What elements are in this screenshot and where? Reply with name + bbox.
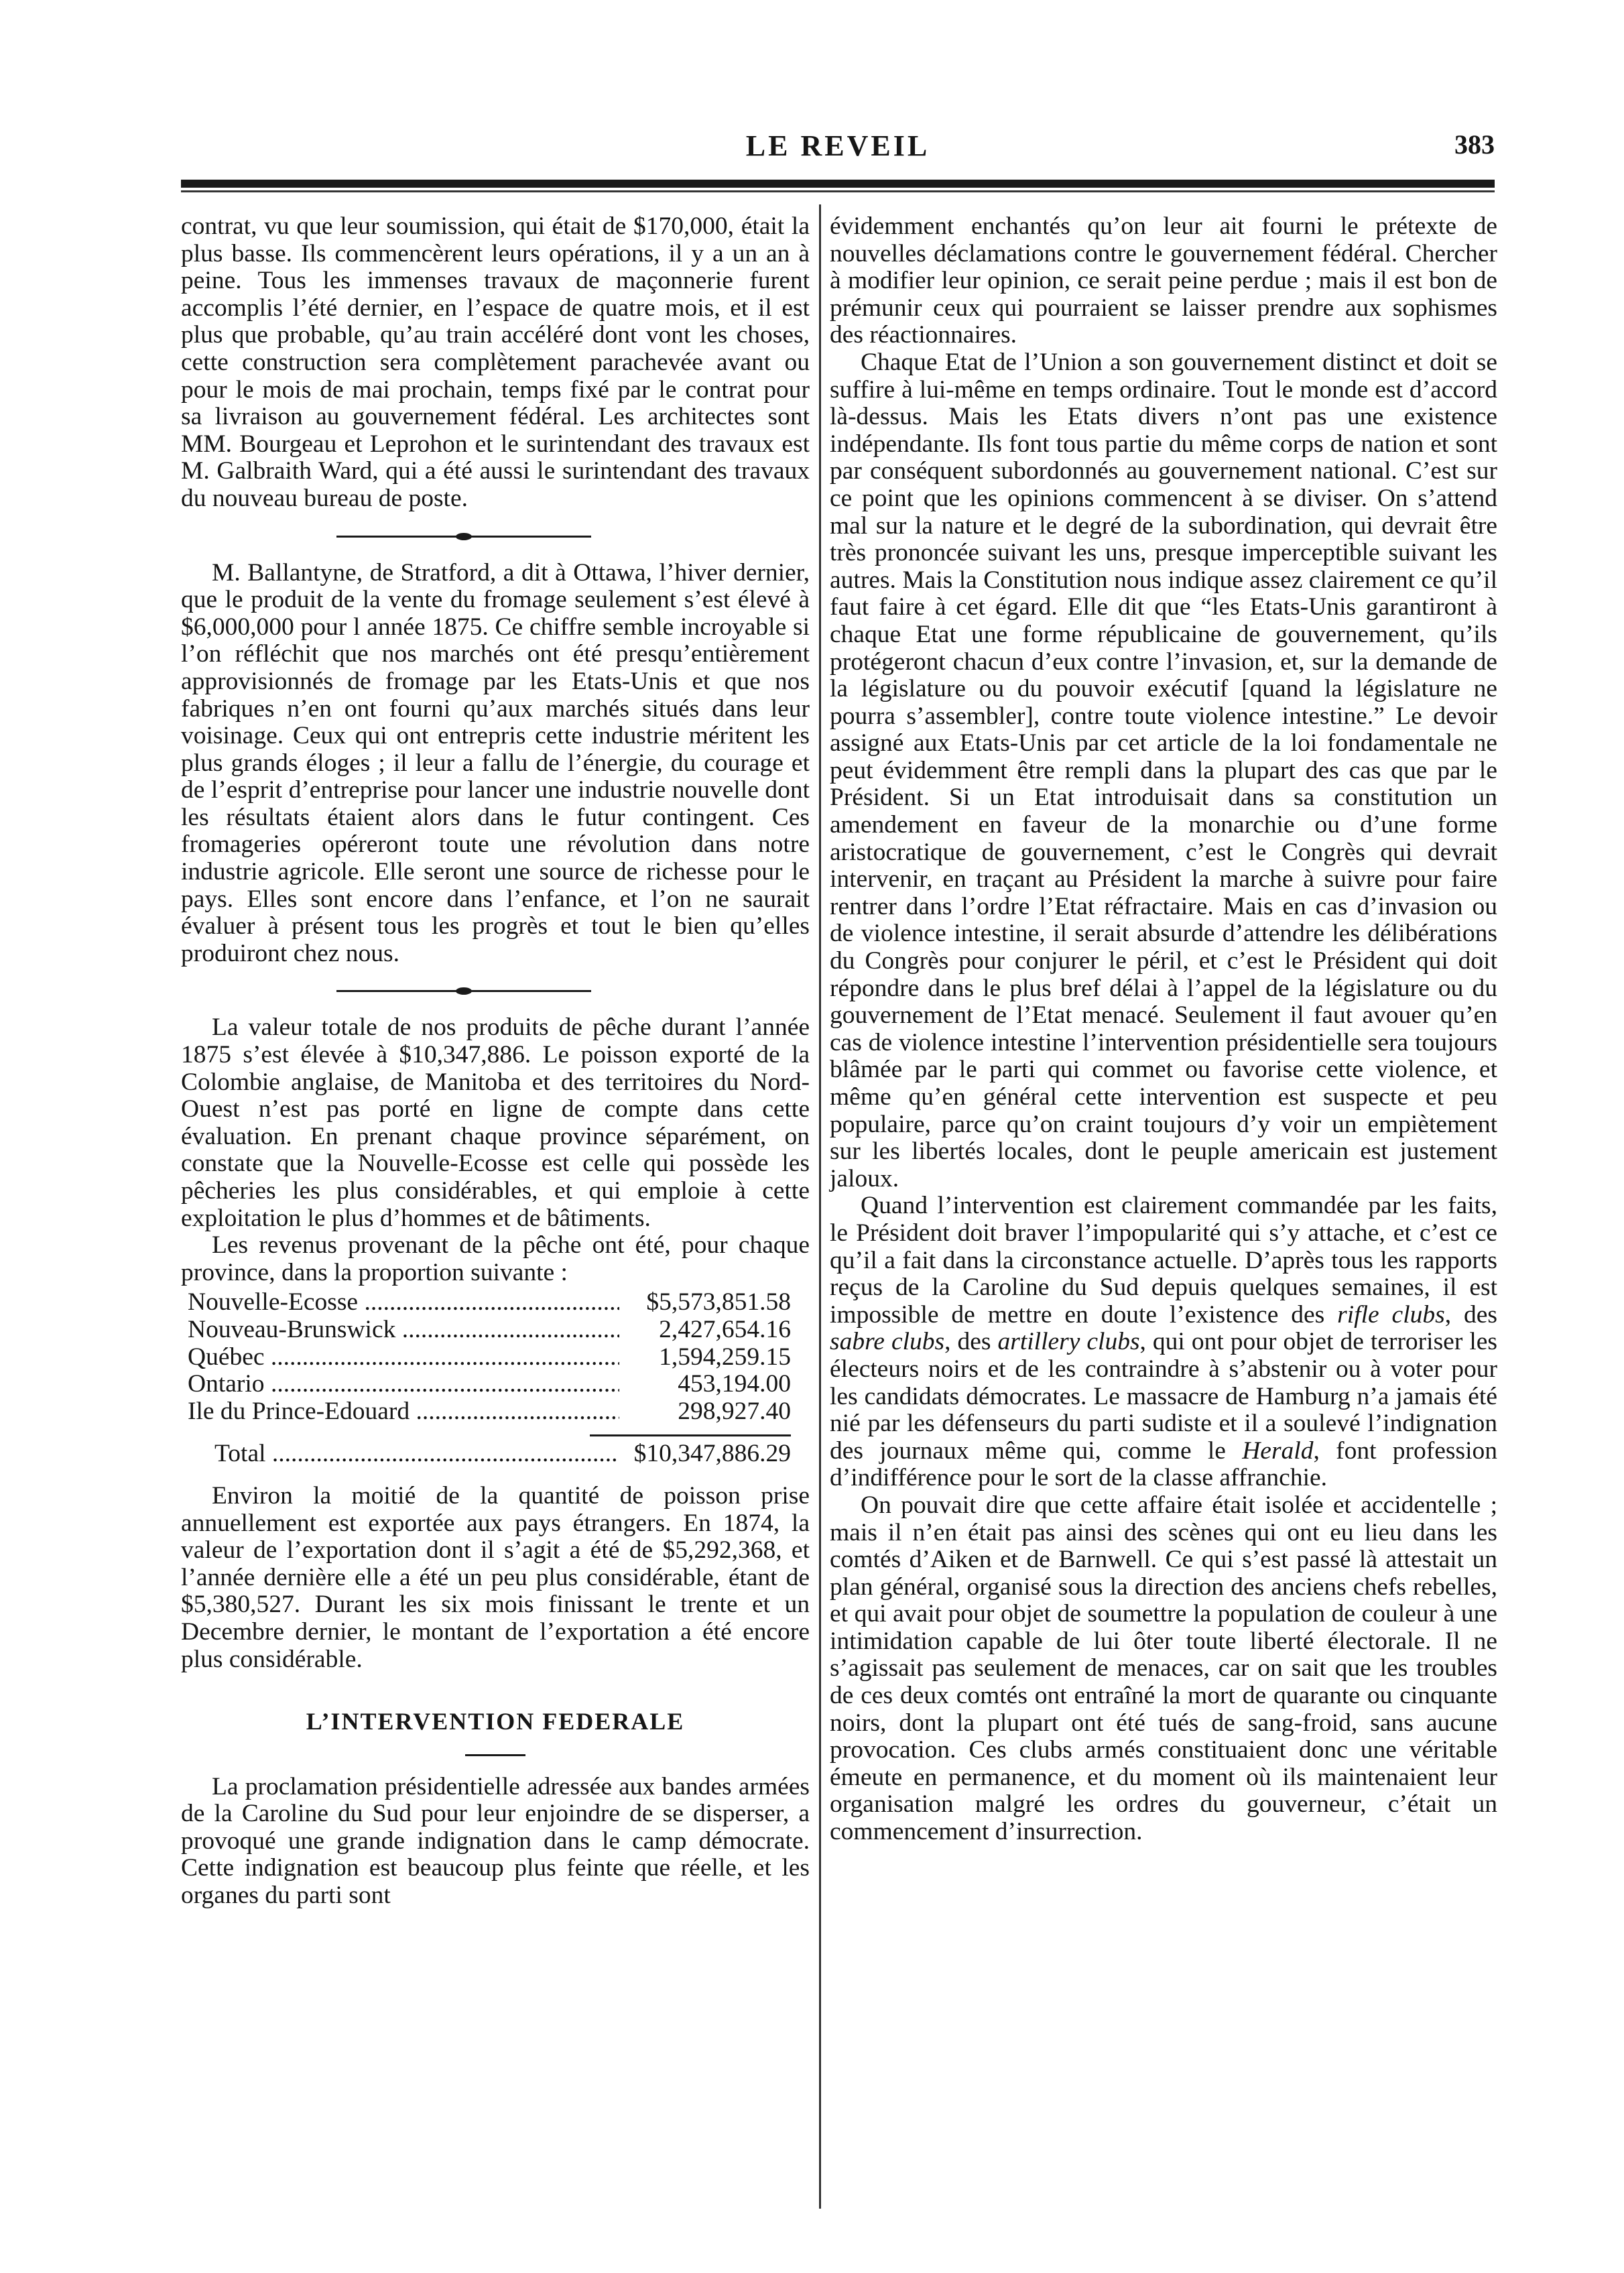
article-paragraph: contrat, vu que leur soumission, qui était de $170,000, était la plus basse. Ils commencèrent leurs opérations, il y a un an à peine. Tous les immenses travaux de maçonnerie furent accomplis l’été dernier, en l’espace de quatre mois, et il est plus que probable, qu’au train accéléré dont vont les choses, cette construction sera complètement parachevée avant ou pour le mois de mai prochain, temps fixé par le contrat pour sa livraison au gouvernement fédéral. Les architectes sont MM. Bourgeau et Leprohon et le surintendant des travaux est M. Galbraith Ward, qui a été aussi le surintendant des travaux du nouveau bureau de poste. <box>181 212 810 512</box>
article-construction <box>181 213 810 513</box>
page-number: 383 <box>1454 129 1495 160</box>
total-label: Total ..... <box>188 1440 619 1468</box>
article-cheese <box>181 560 810 968</box>
total-row <box>188 1440 791 1468</box>
italic-term: rifle clubs <box>1337 1300 1445 1329</box>
province-amount: 2,427,654.16 <box>619 1316 791 1344</box>
italic-term: Herald <box>1242 1436 1314 1465</box>
table-row <box>188 1316 791 1344</box>
column-divider <box>819 204 821 2209</box>
revenue-table <box>188 1289 791 1468</box>
table-row <box>188 1371 791 1398</box>
province-name: Nouvelle-Ecosse ..... <box>188 1289 619 1316</box>
province-amount: $5,573,851.58 <box>619 1289 791 1316</box>
table-row <box>188 1398 791 1426</box>
text-run: , qui ont pour objet de terroriser les électeurs noirs et de les contraindre à s’abstenir ou à voter pour les candidats démocrates. Le massacre de Hamburg n’a jamais été nié par les défenseurs du parti sudiste et il a soulevé l’indignation des journaux même qui, comme le <box>830 1328 1497 1465</box>
italic-term: artillery clubs <box>997 1328 1140 1356</box>
province-amount: 453,194.00 <box>619 1371 791 1398</box>
article-paragraph: On pouvait dire que cette affaire était isolée et accidentelle ; mais il n’en était pas ainsi des scènes qui ont eu lieu dans les comtés d’Aiken et de Barnwell. Ce qui s’est passé là attestait un plan général, organisé sous la direction des anciens chefs rebelles, et qui avait pour objet de soumettre la population de couleur à une intimidation capable de lui ôter toute liberté électorale. Il ne s’agissait pas seulement de menaces, car on sait que les troubles de ces deux comtés ont entraîné la mort de quarante ou cinquante noirs, dont la plupart ont été tués de sang-froid, sans aucune provocation. Ces clubs armés constituaient donc une véritable émeute en permanence, et du moment où ils maintenaient leur organisation malgré les ordres du gouverneur, c’était un commencement d’insurrection. <box>830 1491 1497 1846</box>
section-separator <box>181 967 810 1014</box>
title-rule <box>465 1754 525 1756</box>
table-row <box>188 1344 791 1371</box>
article-intervention <box>181 1708 810 1910</box>
table-row <box>188 1289 791 1316</box>
province-amount: 298,927.40 <box>619 1398 791 1426</box>
running-title: LE REVEIL <box>745 129 930 162</box>
article-fisheries <box>181 1014 810 1673</box>
province-name: Ile du Prince-Edouard ..... <box>188 1398 619 1426</box>
article-paragraph: Environ la moitié de la quantité de poisson prise annuellement est exportée aux pays étrangers. En 1874, la valeur de l’exportation dont il s’agit a été de $5,292,368, et l’année dernière elle a été un peu plus considérable, étant de $5,380,527. Durant les six mois finissant le trente et un Decembre dernier, le montant de l’exportation a été encore plus considérable. <box>181 1481 810 1673</box>
province-name: Ontario ..... <box>188 1371 619 1398</box>
article-paragraph: La proclamation présidentielle adressée aux bandes armées de la Caroline du Sud pour leur enjoindre de se disperser, a provoqué une grande indignation dans le camp démocrate. Cette indignation est beaucoup plus feinte que réelle, et les organes du parti sont <box>181 1772 810 1910</box>
text-run: , des <box>944 1328 998 1356</box>
text-run: , des <box>1444 1300 1497 1329</box>
section-separator <box>181 513 810 560</box>
total-rule <box>590 1434 791 1436</box>
article-paragraph: Chaque Etat de l’Union a son gouvernement distinct et doit se suffire à lui-même en temps ordinaire. Tout le monde est d’accord là-dessus. Mais les Etats divers n’ont pas une existence indépendante. Ils font tous partie du même corps de nation et sont par conséquent subordonnés au gouvernement national. C’est sur ce point que les opinions commencent à se diviser. On s’attend mal sur la nature et le degré de la subordination, qui devrait être très prononcée suivant les uns, presque imperceptible suivant les autres. Mais la Constitution nous indique assez clairement ce qu’il faut faire à cet égard. Elle dit que “les Etats-Unis garantiront à chaque Etat une forme républicaine de gouvernement, qu’ils protégeront chacun d’eux contre l’invasion, et, sur la demande de la législature ou du pouvoir exécutif [quand la législature ne pourra s’assembler], contre toute violence intestine.” Le devoir assigné aux Etats-Unis par cet article de la loi fondamentale ne peut évidemment être rempli dans la plupart des cas que par le Président. Si un Etat introduisait dans sa constitution un amendement en faveur de la monarchie ou d’une forme aristocratique de gouvernement, c’est le Congrès qui devrait intervenir, en traçant au Président la marche à suivre pour faire rentrer dans l’ordre l’Etat réfractaire. Mais en cas d’invasion ou de violence intestine, il serait absurde d’attendre les délibérations du Congrès pour conjurer le péril, et c’est le Président qui doit répondre dans le plus bref délai à l’appel de la législature ou du gouvernement de l’Etat menacé. Seulement il faut avouer qu’en cas de violence intestine l’intervention présidentielle sera toujours blâmée par le parti qui commet ou favorise cette violence, et même qu’en général cette intervention est suspecte et peu populaire, parce qu’on craint toujours d’y voir un empiètement sur les libertés locales, dont le peuple americain est justement jaloux. <box>830 348 1497 1192</box>
province-amount: 1,594,259.15 <box>619 1344 791 1371</box>
header-rule <box>181 180 1495 188</box>
total-amount: $10,347,886.29 <box>619 1440 791 1468</box>
page-header <box>181 129 1495 169</box>
province-name: Nouveau-Brunswick ..... <box>188 1316 619 1344</box>
article-paragraph: La valeur totale de nos produits de pêche durant l’année 1875 s’est élevée à $10,347,886. Le poisson exporté de la Colombie anglaise, de Manitoba et des territoires du Nord-Ouest n’est pas porté en ligne de compte dans cette évaluation. En prenant chaque province séparément, on constate que la Nouvelle-Ecosse est celle qui possède les pêcheries les plus considérables, et qui emploie à cette exploitation le plus d’hommes et de bâtiments. <box>181 1013 810 1232</box>
article-paragraph <box>830 1192 1497 1492</box>
text-run: , font profession d’indifférence pour le sort de la classe affranchie. <box>830 1436 1497 1492</box>
province-name: Québec ..... <box>188 1344 619 1371</box>
spacer <box>181 1468 810 1483</box>
article-paragraph: Les revenus provenant de la pêche ont été, pour chaque province, dans la proportion suivante : <box>181 1231 810 1286</box>
right-column <box>830 213 1497 1846</box>
left-column <box>181 213 810 1910</box>
article-paragraph: évidemment enchantés qu’on leur ait fourni le prétexte de nouvelles déclamations contre le gouvernement fédéral. Chercher à modifier leur opinion, ce serait peine perdue ; mais il est bon de prémunir ceux qui pourraient se laisser prendre aux sophismes des réactionnaires. <box>830 212 1497 349</box>
text-run: Quand l’intervention est clairement commandée par les faits, le Président doit braver l’impopularité qui s’y attache, et c’est ce qu’il a fait dans la circonstance actuelle. D’après tous les rapports reçus de la Caroline du Sud depuis quelques semaines, il est impossible de mettre en doute l’existence des <box>830 1192 1497 1329</box>
section-title: L’INTERVENTION FEDERALE <box>306 1708 685 1735</box>
header-rule-thin <box>181 190 1495 192</box>
italic-term: sabre clubs <box>830 1328 945 1356</box>
article-paragraph: M. Ballantyne, de Stratford, a dit à Ottawa, l’hiver dernier, que le produit de la vente du fromage seulement s’est élevé à $6,000,000 pour l année 1875. Ce chiffre semble incroyable si l’on réfléchit que nos marchés ont été presqu’entièrement approvisionnés de fromage par les Etats-Unis et que nos fabriques n’en ont fourni qu’aux marchés situés dans leur voisinage. Ceux qui ont entrepris cette industrie méritent les plus grands éloges ; il leur a fallu de l’énergie, du courage et de l’esprit d’entreprise pour lancer une industrie nouvelle dont les résultats étaient alors dans le futur contingent. Ces fromageries opéreront toute une révolution dans notre industrie agricole. Elle seront une source de richesse pour le pays. Elles sont encore dans l’enfance, et l’on ne saurait évaluer à présent tous les progrès et tout le bien qu’elles produiront chez nous. <box>181 558 810 967</box>
